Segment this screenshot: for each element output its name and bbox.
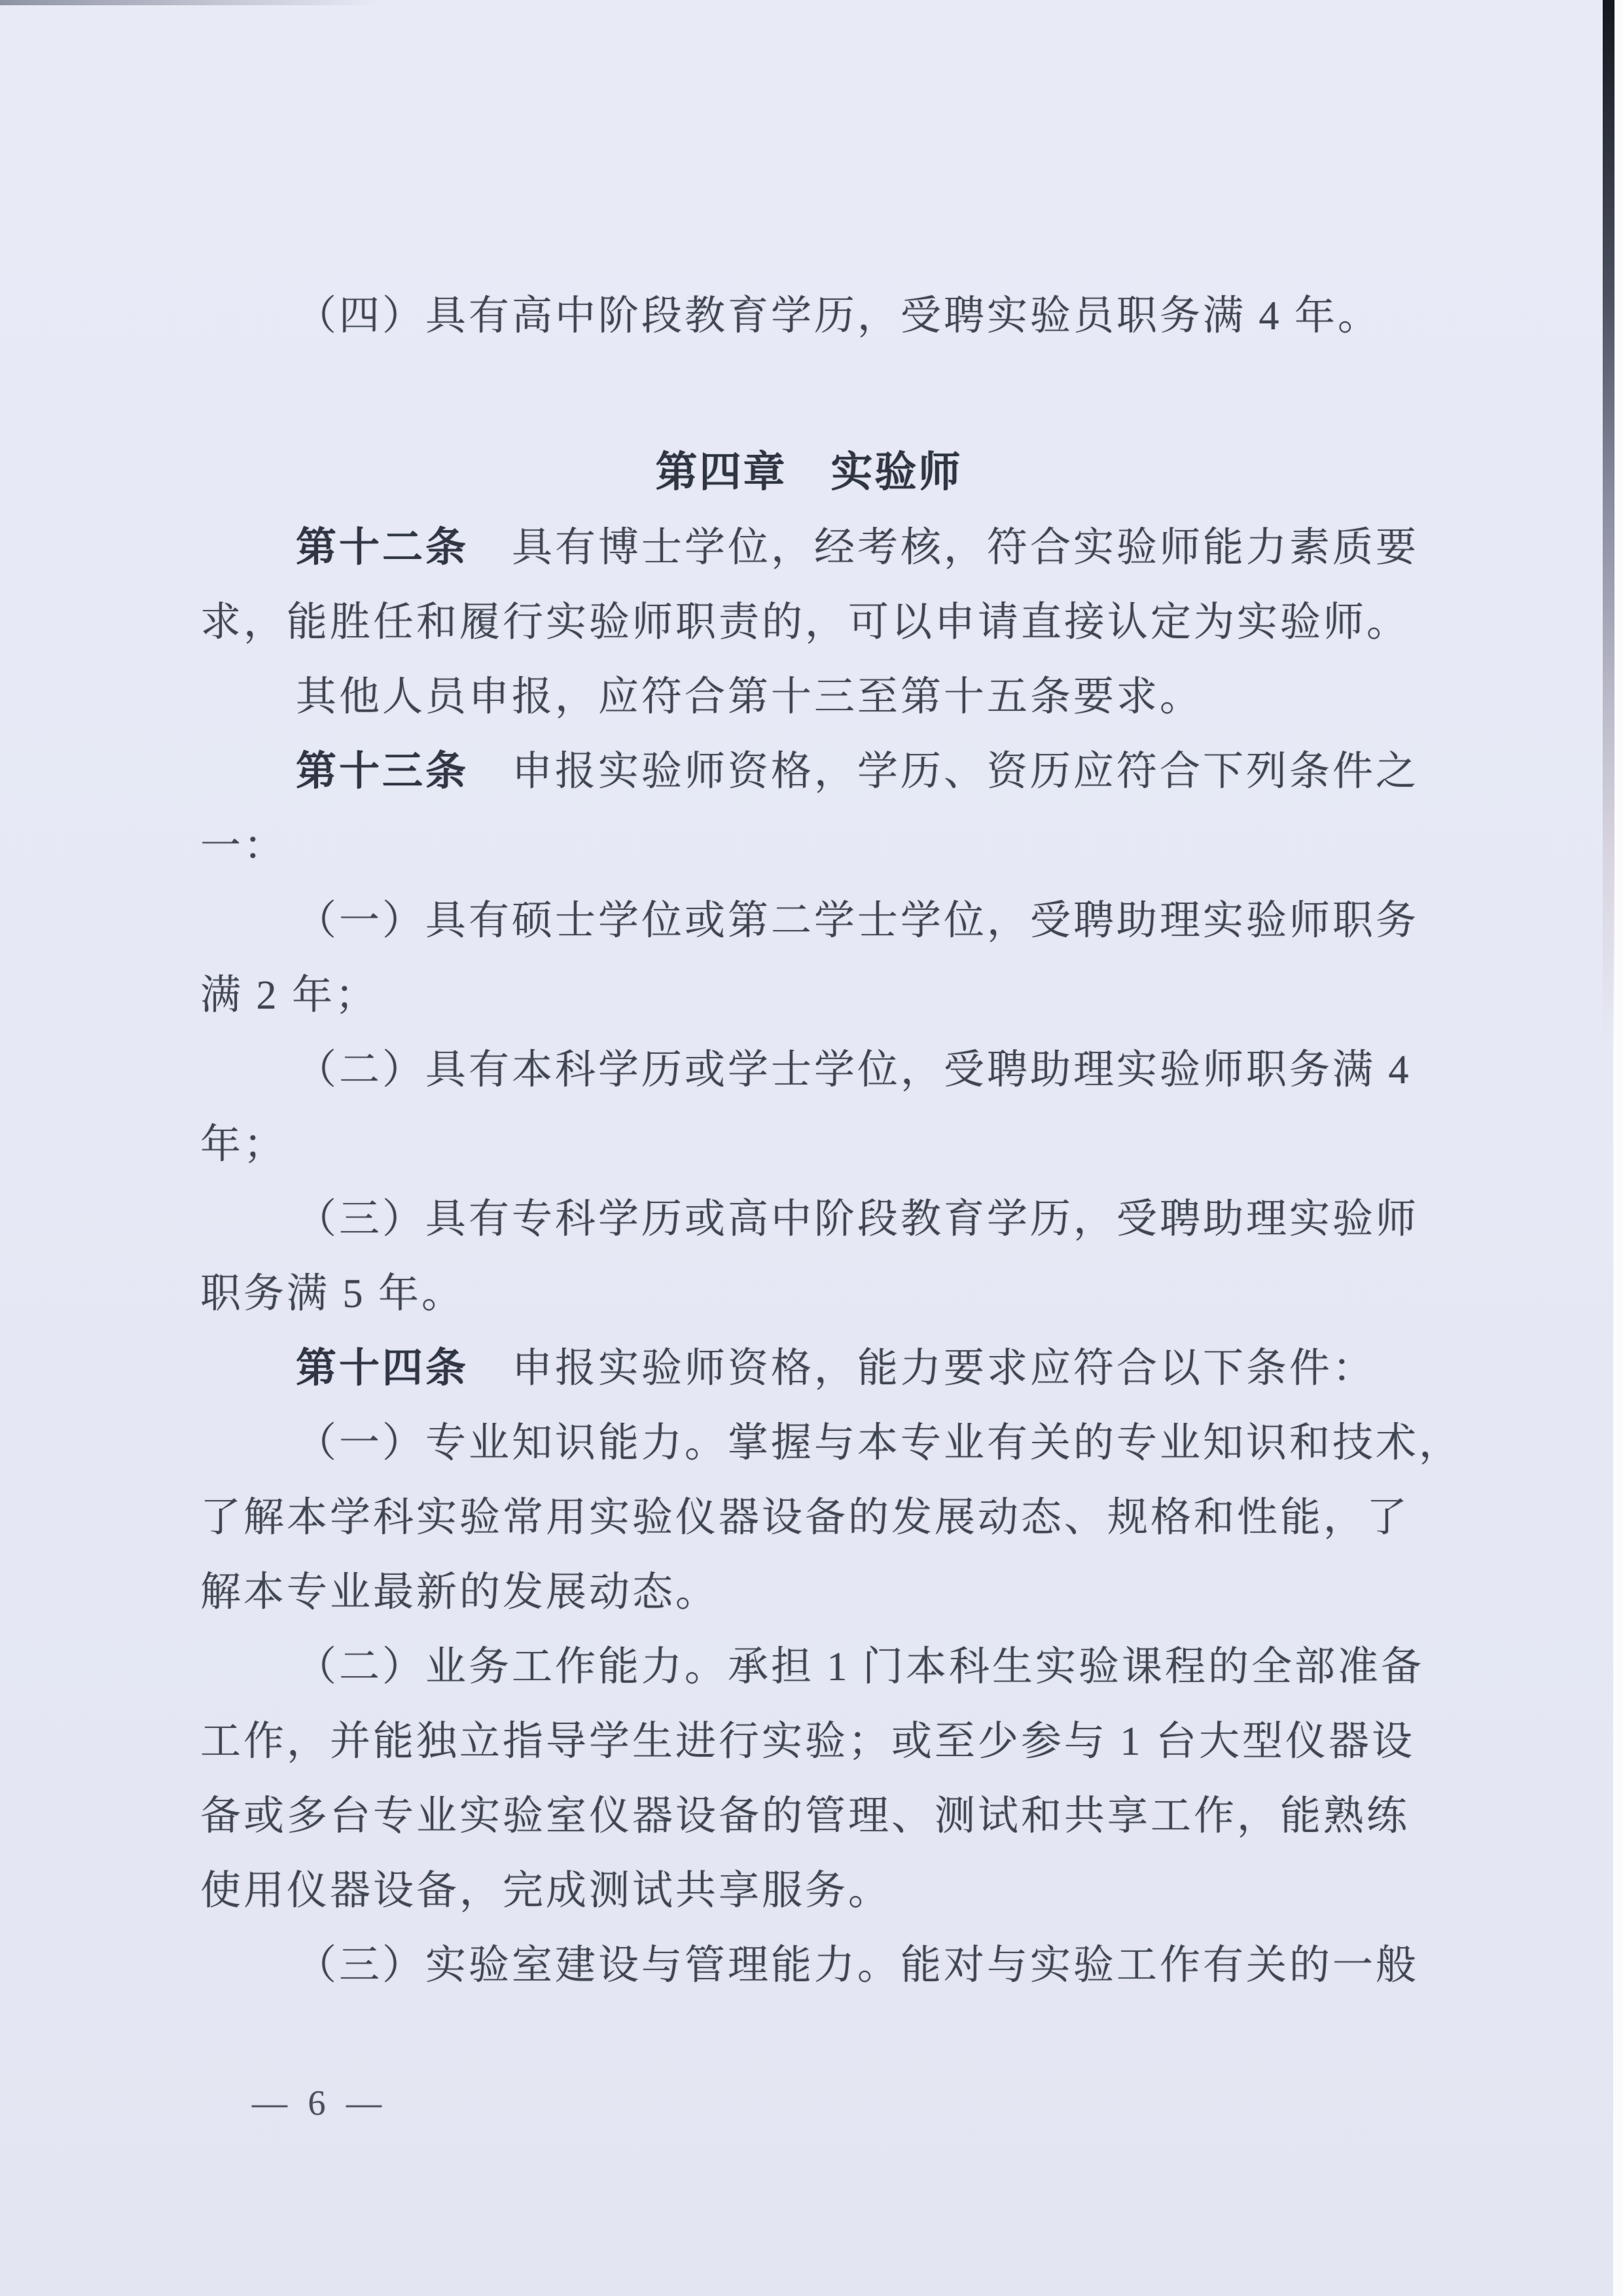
document-line [200, 975, 378, 1016]
document-line [296, 1050, 1412, 1090]
line-text: 了解本学科实验常用实验仪器设备的发展动态、规格和性能，了 [200, 1496, 1410, 1540]
line-text: 其他人员申报，应符合第十三至第十五条要求。 [296, 675, 1204, 719]
line-text: 工作，并能独立指导学生进行实验；或至少参与 1 台大型仪器设 [200, 1719, 1416, 1764]
line-text: 具有博士学位，经考核，符合实验师能力素质要 [469, 526, 1419, 570]
document-line [200, 1498, 1410, 1538]
document-line [200, 1796, 1410, 1837]
document-line [296, 677, 1203, 717]
document-line [200, 826, 287, 867]
document-line [296, 751, 1419, 792]
line-text: 职务满 5 年。 [200, 1272, 465, 1316]
line-text: （一）具有硕士学位或第二学士学位，受聘助理实验师职务 [296, 899, 1419, 943]
line-text: （三）实验室建设与管理能力。能对与实验工作有关的一般 [296, 1943, 1419, 1988]
line-text: （四）具有高中阶段教育学历，受聘实验员职务满 4 年。 [296, 294, 1382, 338]
document-line [200, 1721, 1415, 1762]
article-number: 第十二条 [296, 526, 469, 570]
document-line [296, 1647, 1424, 1687]
article-number: 第十四条 [296, 1346, 469, 1391]
document-line [200, 1274, 465, 1314]
line-text: 申报实验师资格，学历、资历应符合下列条件之 [469, 749, 1419, 794]
line-text: 申报实验师资格，能力要求应符合以下条件： [469, 1346, 1376, 1391]
scan-right-margin [1613, 0, 1623, 2296]
line-text: 解本专业最新的发展动态。 [200, 1570, 719, 1615]
document-line [296, 1199, 1419, 1240]
line-text: 年； [200, 1122, 287, 1167]
document-line [200, 602, 1410, 643]
line-text: （二）具有本科学历或学士学位，受聘助理实验师职务满 4 [296, 1048, 1412, 1092]
line-text: 备或多台专业实验室仪器设备的管理、测试和共享工作，能熟练 [200, 1794, 1410, 1839]
document-line [296, 1423, 1462, 1463]
article-number: 第十三条 [296, 749, 469, 794]
document-line [200, 1124, 287, 1165]
document-line [296, 296, 1381, 336]
document-line [296, 1348, 1376, 1389]
line-text: （二）业务工作能力。承担 1 门本科生实验课程的全部准备 [296, 1645, 1425, 1689]
document-line [296, 528, 1419, 568]
scan-top-edge-artifact [0, 0, 380, 5]
line-text: 使用仪器设备，完成测试共享服务。 [200, 1869, 892, 1913]
scan-edge-shadow [1603, 0, 1614, 1047]
line-text: 满 2 年； [200, 973, 379, 1018]
document-line [296, 901, 1419, 941]
line-text: 求，能胜任和履行实验师职责的，可以申请直接认定为实验师。 [200, 600, 1410, 645]
line-text: （一）专业知识能力。掌握与本专业有关的专业知识和技术， [296, 1421, 1463, 1465]
line-text: （三）具有专科学历或高中阶段教育学历，受聘助理实验师 [296, 1197, 1419, 1242]
document-line [200, 1871, 891, 1911]
line-text: 一： [200, 824, 287, 869]
page-number: — 6 — [252, 2083, 387, 2123]
chapter-heading: 第四章 实验师 [655, 449, 963, 495]
document-line [296, 1945, 1419, 1986]
document-line [200, 1572, 719, 1613]
